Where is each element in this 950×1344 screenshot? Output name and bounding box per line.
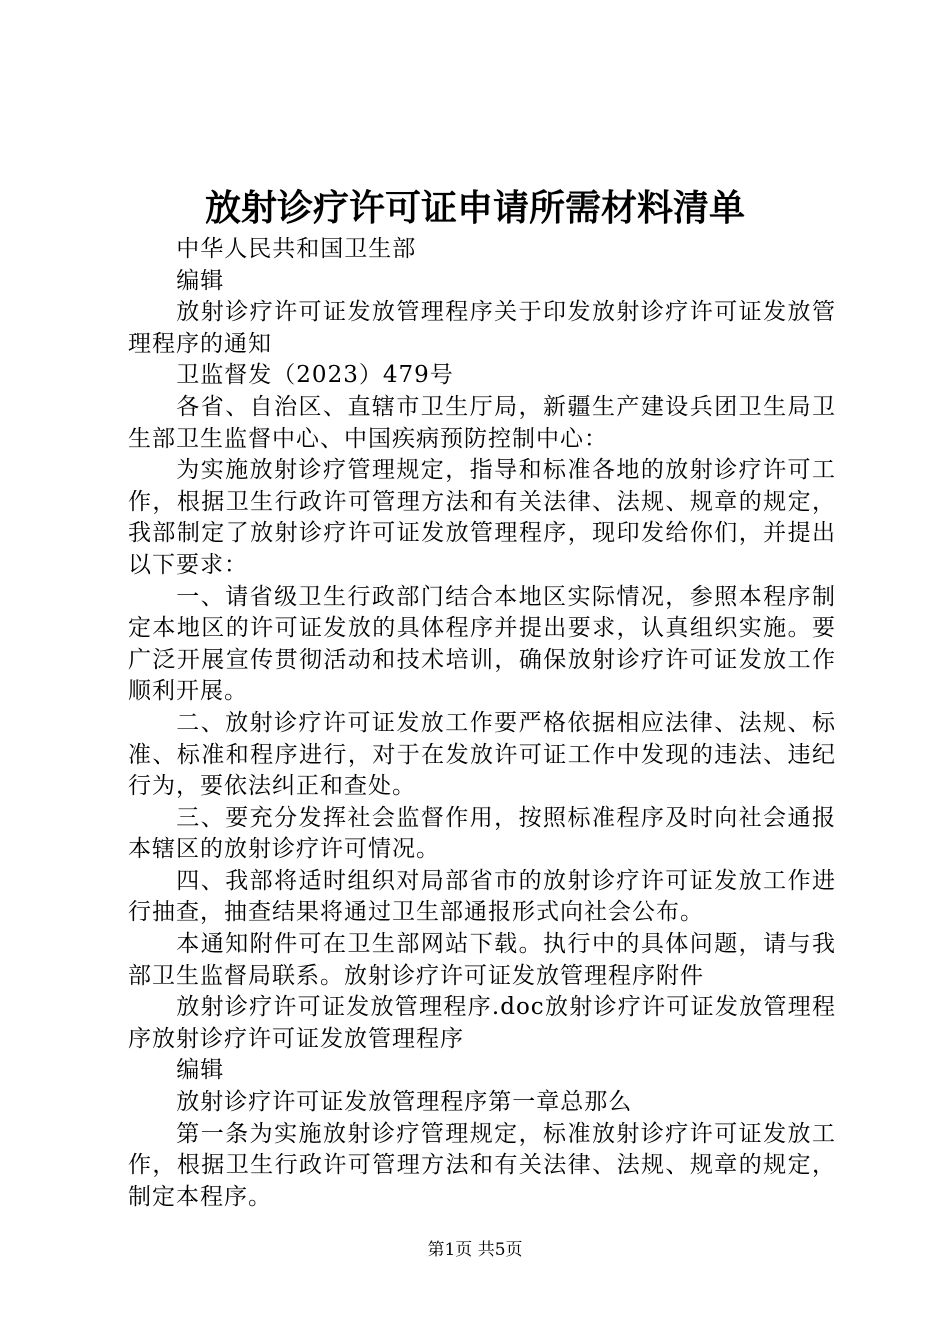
document-title: 放射诊疗许可证申请所需材料清单 [204,187,745,229]
page-footer: 第1页 共5页 [427,1240,523,1260]
paragraph-5: 各省、自治区、直辖市卫生厅局，新疆生产建设兵团卫生局卫生部卫生监督中心、中国疾病预防控制中心： [128,393,836,452]
paragraph-10: 四、我部将适时组织对局部省市的放射诊疗许可证发放工作进行抽查，抽查结果将通过卫生部通报形式向社会公布。 [128,867,836,926]
paragraph-2: 编辑 [176,267,225,294]
paragraph-9: 三、要充分发挥社会监督作用，按照标准程序及时向社会通报本辖区的放射诊疗许可情况。 [128,804,836,863]
paragraph-14: 放射诊疗许可证发放管理程序第一章总那么 [176,1089,633,1116]
paragraph-6: 为实施放射诊疗管理规定，指导和标准各地的放射诊疗许可工作，根据卫生行政许可管理方法和有关法律、法规、规章的规定，我部制定了放射诊疗许可证发放管理程序，现印发给你们，并提出以下要求： [128,457,836,578]
document-body [128,234,836,1213]
paragraph-11: 本通知附件可在卫生部网站下载。执行中的具体问题，请与我部卫生监督局联系。放射诊疗许可证发放管理程序附件 [128,931,836,989]
paragraph-8: 二、放射诊疗许可证发放工作要严格依据相应法律、法规、标准、标准和程序进行，对于在发放许可证工作中发现的违法、违纪行为，要依法纠正和查处。 [128,709,836,800]
paragraph-13: 编辑 [176,1057,225,1084]
paragraph-1: 中华人民共和国卫生部 [176,236,417,262]
paragraph-3: 放射诊疗许可证发放管理程序关于印发放射诊疗许可证发放管理程序的通知 [128,299,836,357]
paragraph-12: 放射诊疗许可证发放管理程序.doc放射诊疗许可证发放管理程序放射诊疗许可证发放管理程序 [128,994,836,1052]
paragraph-4: 卫监督发（2023）479号 [176,362,454,389]
paragraph-7: 一、请省级卫生行政部门结合本地区实际情况，参照本程序制定本地区的许可证发放的具体程序并提出要求，认真组织实施。要广泛开展宣传贯彻活动和技术培训，确保放射诊疗许可证发放工作顺利开展。 [128,583,836,705]
paragraph-15: 第一条为实施放射诊疗管理规定，标准放射诊疗许可证发放工作，根据卫生行政许可管理方法和有关法律、法规、规章的规定，制定本程序。 [128,1120,836,1210]
